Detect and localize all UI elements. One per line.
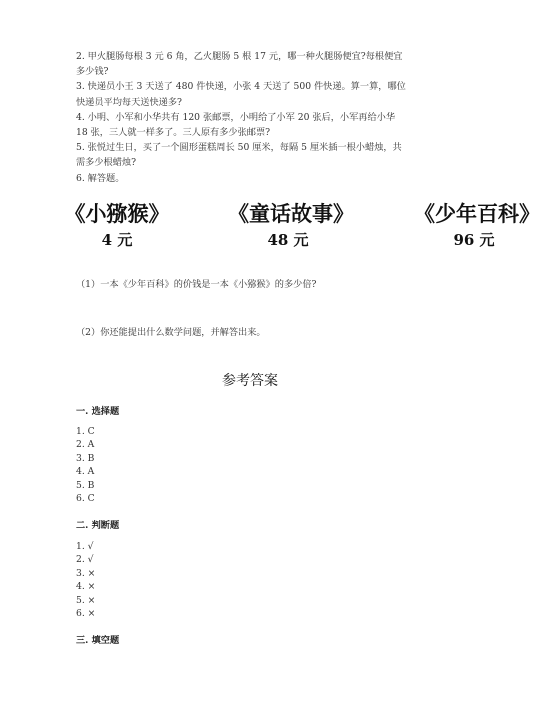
answer-item: 1. C bbox=[76, 426, 95, 437]
answer-item: 2. √ bbox=[76, 554, 94, 566]
book-price: 96 元 bbox=[453, 231, 495, 249]
answer-key-title: 参考答案 bbox=[222, 373, 278, 389]
answer-item: 6. C bbox=[76, 493, 95, 505]
answer-item: 1. √ bbox=[76, 541, 94, 552]
section-title-judgment: 二. 判断题 bbox=[76, 520, 120, 531]
problem-line: 2. 甲火腿肠每根 3 元 6 角，乙火腿肠 5 根 17 元，哪一种火腿肠便宜?每根便宜 bbox=[76, 51, 403, 62]
problem-line: 快递员平均每天送快递多? bbox=[76, 96, 182, 108]
book-title: 《少年百科》 bbox=[414, 201, 540, 226]
book-price-figure bbox=[0, 200, 540, 260]
choice-answers bbox=[76, 425, 95, 505]
judgment-answers bbox=[76, 540, 95, 620]
book-price: 4 元 bbox=[101, 231, 133, 249]
book-title: 《小猕猴》 bbox=[64, 201, 170, 226]
sub-question-2: （2）你还能提出什么数学问题，并解答出来。 bbox=[76, 327, 266, 338]
problem-line: 18 张，三人就一样多了。三人原有多少张邮票? bbox=[76, 127, 271, 139]
book-xiaomihou bbox=[62, 200, 172, 250]
answer-item: 3. B bbox=[76, 452, 95, 464]
section-title-choice: 一. 选择题 bbox=[76, 406, 120, 417]
answer-item: 4. A bbox=[76, 466, 95, 478]
problem-line: 需多少根蜡烛? bbox=[76, 157, 137, 169]
problem-line: 5. 张悦过生日，买了一个圆形蛋糕周长 50 厘米，每隔 5 厘米插一根小蜡烛，共 bbox=[76, 142, 402, 154]
answer-item: 5. × bbox=[76, 594, 96, 606]
section-title-fill-blank: 三. 填空题 bbox=[76, 635, 120, 646]
word-problems bbox=[76, 49, 436, 186]
problem-line: 3. 快递员小王 3 天送了 480 件快递，小张 4 天送了 500 件快递。算一算，哪位 bbox=[76, 81, 406, 93]
problem-line: 多少钱? bbox=[76, 66, 109, 78]
book-tonghua bbox=[228, 200, 354, 250]
sub-question-1: （1）一本《少年百科》的价钱是一本《小猕猴》的多少倍? bbox=[76, 279, 317, 290]
answer-item: 3. × bbox=[76, 567, 96, 579]
book-title: 《童话故事》 bbox=[228, 201, 354, 226]
book-price: 48 元 bbox=[267, 231, 309, 249]
answer-item: 5. B bbox=[76, 479, 95, 491]
problem-line: 4. 小明、小军和小华共有 120 张邮票，小明给了小军 20 张后，小军再给小华 bbox=[76, 111, 396, 123]
book-shaonian bbox=[414, 200, 540, 250]
answer-item: 2. A bbox=[76, 439, 95, 451]
answer-item: 6. × bbox=[76, 608, 96, 620]
answer-item: 4. × bbox=[76, 581, 96, 593]
problem-line: 6. 解答题。 bbox=[76, 172, 125, 184]
